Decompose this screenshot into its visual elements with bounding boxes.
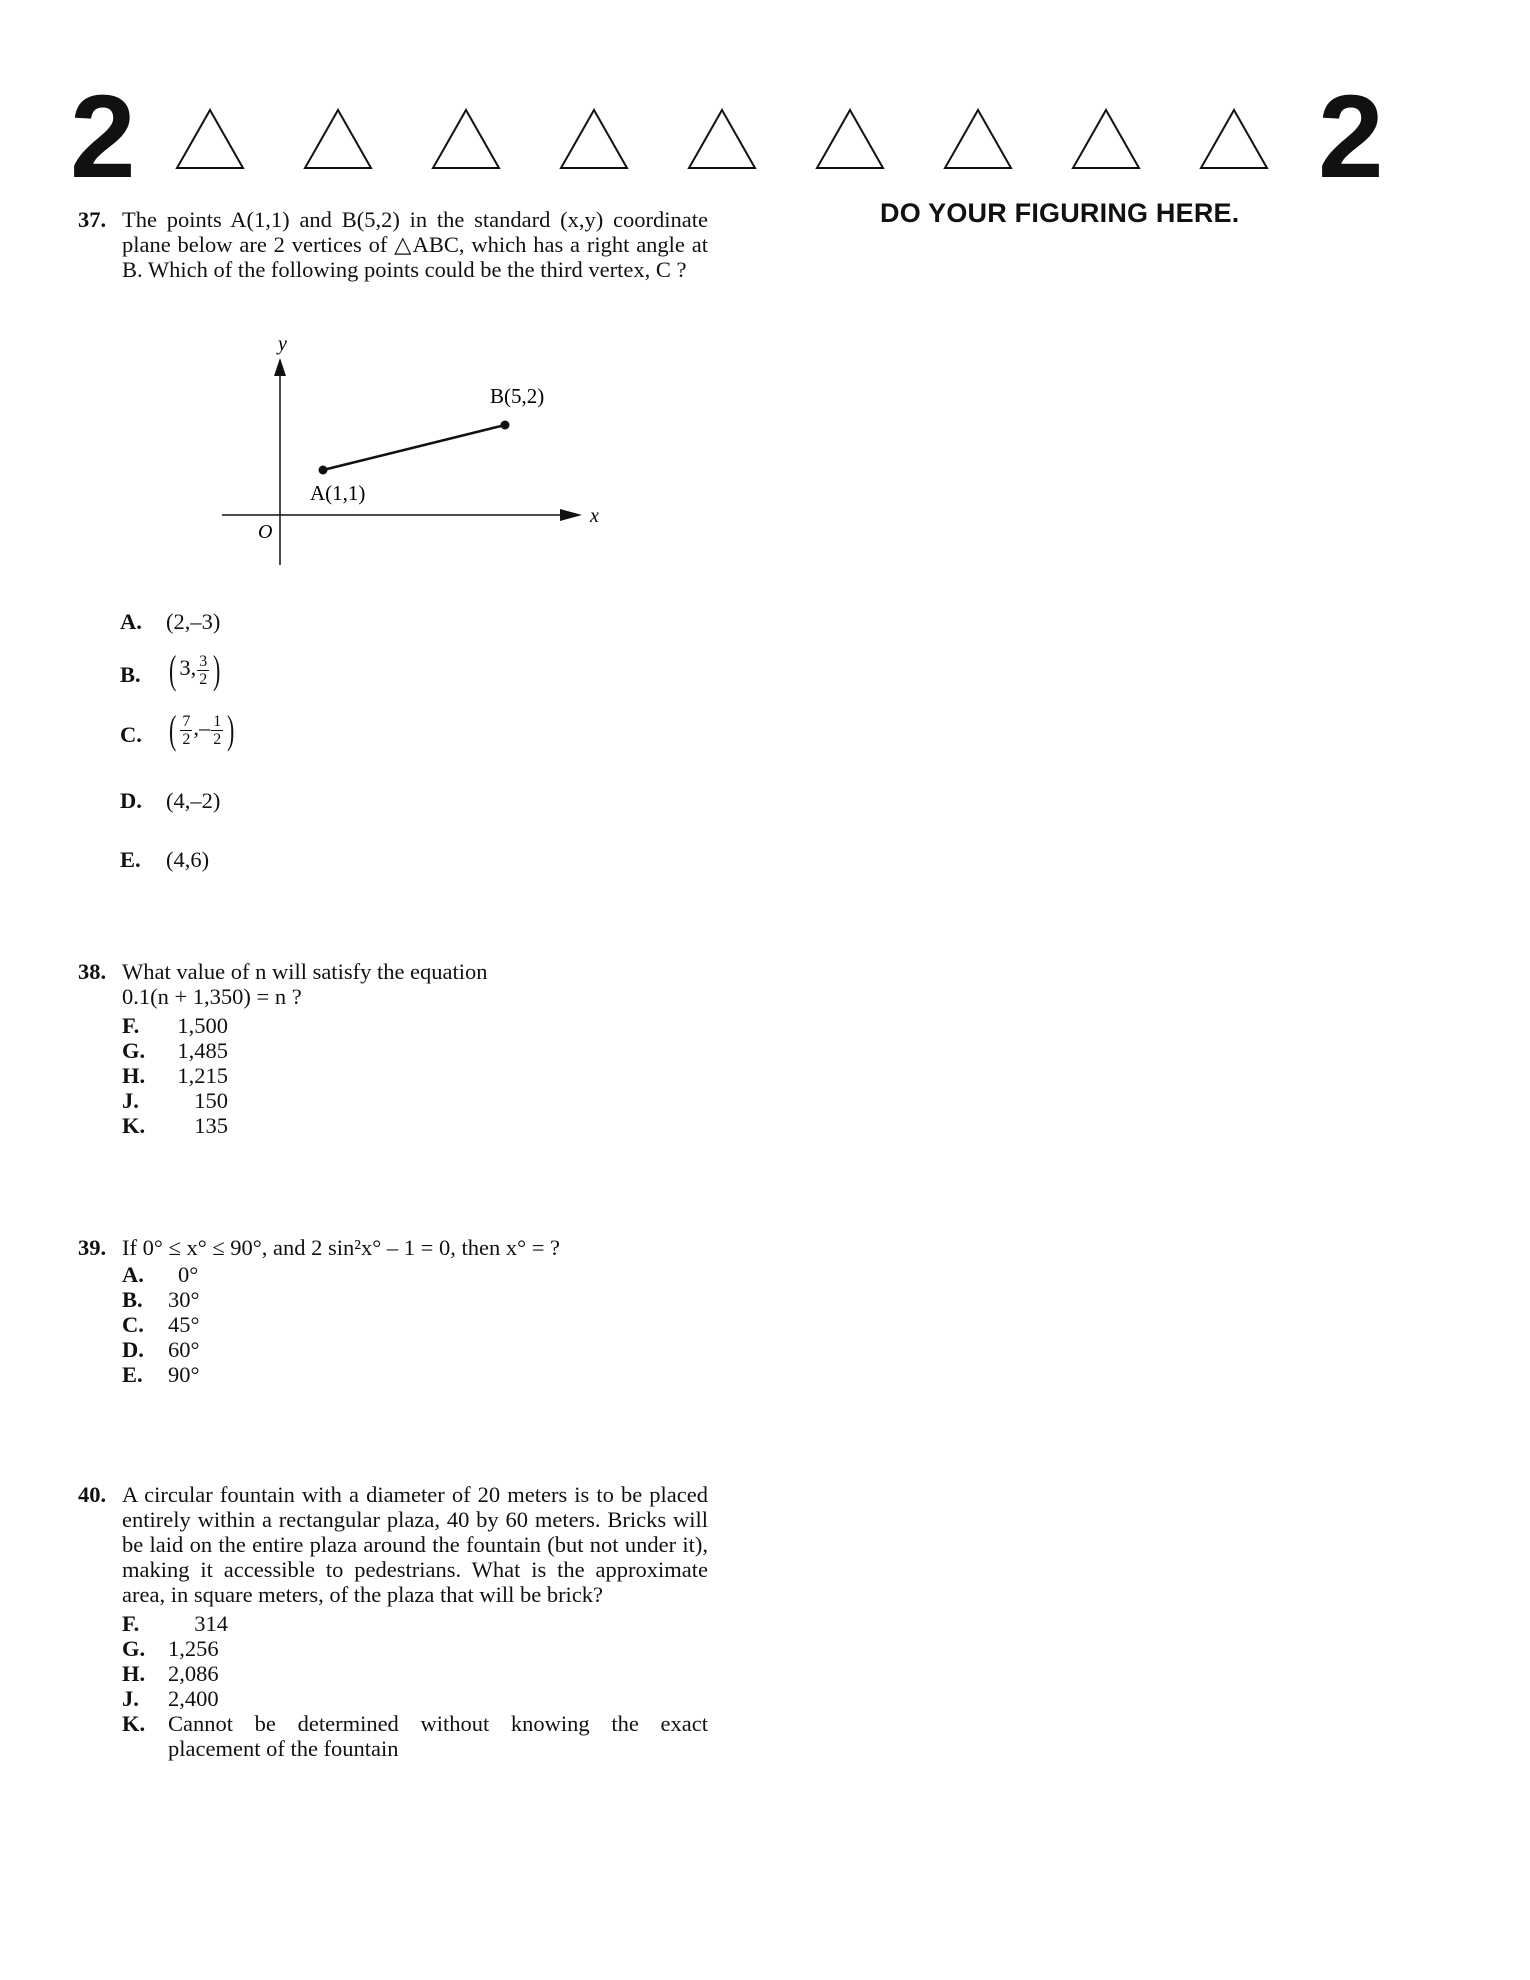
triangle-icon bbox=[1199, 108, 1269, 170]
choice-39-b[interactable]: B. 30° bbox=[122, 1287, 200, 1312]
choice-list bbox=[122, 1262, 708, 1387]
origin-label: O bbox=[258, 521, 273, 543]
choice-40-f[interactable]: F. 314 bbox=[122, 1611, 228, 1636]
section-number-left: 2 bbox=[70, 71, 136, 203]
triangle-icon bbox=[175, 108, 245, 170]
choice-39-a[interactable]: A. 0° bbox=[122, 1262, 199, 1287]
x-axis-label: x bbox=[590, 505, 599, 527]
question-39 bbox=[78, 1235, 708, 1387]
segment-ab bbox=[323, 425, 505, 470]
question-38 bbox=[78, 959, 708, 1138]
choice-38-f[interactable]: F. 1,500 bbox=[122, 1013, 228, 1038]
choice-39-e[interactable]: E. 90° bbox=[122, 1362, 200, 1387]
choice-list bbox=[122, 1013, 708, 1138]
choice-40-g[interactable]: G. 1,256 bbox=[122, 1636, 219, 1661]
triangle-icon bbox=[687, 108, 757, 170]
choice-40-k[interactable]: K. Cannot be determined without knowing the exact placement of the fountain bbox=[122, 1711, 708, 1761]
triangle-divider bbox=[175, 108, 1285, 173]
triangle-icon bbox=[303, 108, 373, 170]
y-axis-arrow-icon bbox=[274, 358, 286, 376]
coordinate-plane-figure bbox=[220, 330, 620, 570]
question-stem: The points A(1,1) and B(5,2) in the standard (x,y) coordinate plane below are 2 vertices of △ABC, which has a right angle at B. Which of the following points could be the third vertex, C ? bbox=[122, 207, 708, 282]
choice-38-h[interactable]: H. 1,215 bbox=[122, 1063, 228, 1088]
question-number: 39. bbox=[78, 1235, 107, 1260]
choice-38-g[interactable]: G. 1,485 bbox=[122, 1038, 228, 1063]
question-40 bbox=[78, 1482, 708, 1761]
triangle-icon bbox=[1071, 108, 1141, 170]
choice-38-k[interactable]: K. 135 bbox=[122, 1113, 228, 1138]
question-number: 38. bbox=[78, 959, 107, 984]
point-b bbox=[501, 421, 510, 430]
triangle-icon bbox=[815, 108, 885, 170]
scratch-area-label: DO YOUR FIGURING HERE. bbox=[880, 198, 1240, 228]
question-number: 37. bbox=[78, 207, 107, 232]
point-a-label: A(1,1) bbox=[310, 481, 366, 505]
choice-list bbox=[122, 1611, 708, 1761]
choice-38-j[interactable]: J. 150 bbox=[122, 1088, 228, 1113]
triangle-icon bbox=[431, 108, 501, 170]
triangle-icon bbox=[559, 108, 629, 170]
point-b-label: B(5,2) bbox=[490, 384, 545, 408]
question-37 bbox=[78, 207, 708, 282]
question-number: 40. bbox=[78, 1482, 107, 1507]
y-axis-label: y bbox=[278, 333, 287, 355]
choice-40-h[interactable]: H. 2,086 bbox=[122, 1661, 219, 1686]
triangle-icon bbox=[943, 108, 1013, 170]
question-stem: What value of n will satisfy the equation 0.1(n + 1,350) = n ? bbox=[122, 959, 488, 1009]
choice-39-c[interactable]: C. 45° bbox=[122, 1312, 200, 1337]
choice-39-d[interactable]: D. 60° bbox=[122, 1337, 200, 1362]
question-stem: A circular fountain with a diameter of 20 meters is to be placed entirely within a rectangular plaza, 40 by 60 meters. Bricks will be laid on the entire plaza around the fountain (but not under it), making it accessible to pedestrians. What is the approximate area, in square meters, of the plaza that will be brick? bbox=[122, 1482, 708, 1607]
x-axis-arrow-icon bbox=[560, 509, 582, 521]
choice-40-j[interactable]: J. 2,400 bbox=[122, 1686, 219, 1711]
question-stem: If 0° ≤ x° ≤ 90°, and 2 sin²x° – 1 = 0, then x° = ? bbox=[122, 1235, 561, 1260]
point-a bbox=[319, 466, 328, 475]
section-number-right: 2 bbox=[1318, 71, 1384, 203]
